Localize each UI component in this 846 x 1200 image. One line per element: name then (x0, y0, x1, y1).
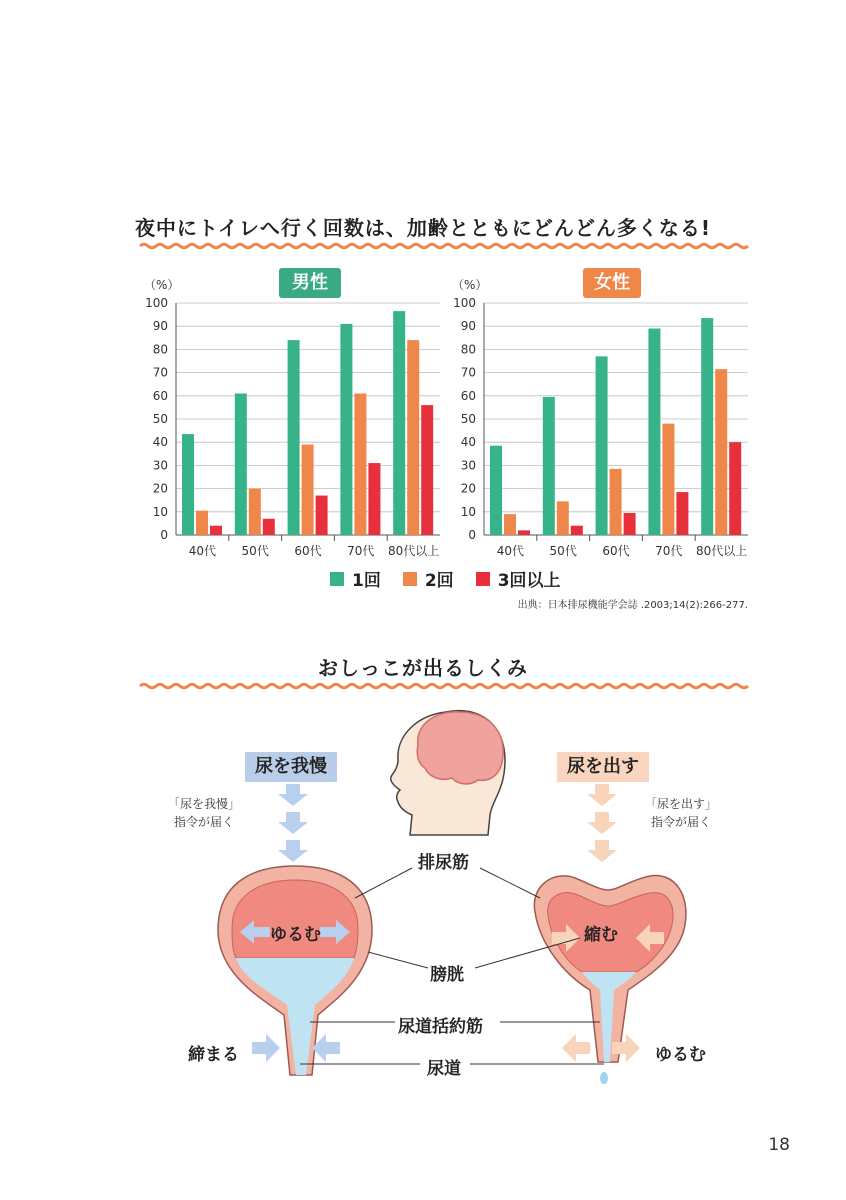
head-illustration (391, 711, 505, 835)
y-tick-label: 70 (152, 365, 168, 380)
bar-2-3 (610, 469, 622, 535)
y-tick-label: 90 (460, 319, 476, 334)
female-chart (452, 278, 748, 558)
bar-2-2 (557, 501, 569, 535)
y-tick-label: 0 (160, 528, 168, 542)
bar-1-1 (182, 434, 194, 535)
wavy-divider-top (140, 244, 748, 248)
y-tick-label: 60 (152, 388, 168, 403)
y-tick-label: 30 (460, 458, 476, 473)
bar-1-2 (235, 393, 247, 535)
hold-signal-arrows (278, 784, 308, 862)
bar-3-4 (676, 492, 688, 535)
release-urine-tag: 尿を出す (557, 752, 649, 782)
bar-2-3 (302, 445, 314, 535)
y-tick-label: 90 (152, 319, 168, 334)
y-tick-label: 50 (152, 412, 168, 426)
bar-3-2 (571, 526, 583, 535)
bar-3-3 (624, 513, 636, 535)
chart-legend (330, 566, 561, 591)
hold-urine-tag: 尿を我慢 (245, 752, 337, 782)
urine-drop (600, 1072, 608, 1084)
tighten-arrow-l (252, 1034, 280, 1062)
x-tick-label: 80代以上 (695, 544, 748, 558)
brain-icon (417, 712, 503, 784)
legend-item-three: 3回以上 (476, 566, 561, 591)
bar-1-3 (596, 356, 608, 535)
y-tick-label: 60 (460, 388, 476, 403)
heading-night-toilet: 夜中にトイレへ行く回数は、加齢とともにどんどん多くなる! (134, 216, 712, 240)
x-tick-label: 70代 (347, 544, 375, 558)
y-tick-label: 70 (460, 365, 476, 380)
bar-1-1 (490, 446, 502, 535)
bar-1-4 (340, 324, 352, 535)
heading-urination-mechanism: おしっこが出るしくみ (318, 656, 528, 680)
relax-label-right: ゆるむ (655, 1045, 706, 1065)
bar-3-5 (421, 405, 433, 535)
urethra-label: 尿道 (427, 1059, 461, 1079)
x-tick-label: 40代 (188, 544, 217, 558)
legend-item-once: 1回 (330, 566, 381, 591)
legend-item-twice: 2回 (403, 566, 454, 591)
female-chart-title: 女性 (583, 268, 641, 298)
y-tick-label: 20 (460, 481, 476, 496)
y-tick-label: 40 (152, 435, 168, 450)
x-tick-label: 40代 (496, 544, 525, 558)
tighten-label: 締まる (188, 1045, 239, 1065)
bar-3-2 (263, 519, 275, 535)
page-number: 18 (768, 1135, 790, 1155)
bladder-holding (218, 866, 372, 1075)
bar-2-4 (662, 424, 674, 535)
bar-2-5 (407, 340, 419, 535)
bar-3-5 (729, 442, 741, 535)
bar-2-1 (196, 511, 208, 535)
bar-1-4 (648, 329, 660, 535)
hold-note: 「尿を我慢」 指令が届く (168, 797, 241, 829)
bladder-label: 膀胱 (430, 965, 464, 985)
y-tick-label: 80 (460, 342, 476, 357)
y-tick-label: 30 (152, 458, 168, 473)
y-axis-unit: （%） (452, 278, 488, 292)
x-tick-label: 50代 (241, 544, 269, 558)
release-note: 「尿を出す」 指令が届く (645, 797, 718, 829)
bar-3-3 (316, 496, 328, 535)
bar-2-4 (354, 393, 366, 535)
male-chart-title: 男性 (279, 268, 341, 298)
x-tick-label: 70代 (655, 544, 683, 558)
y-tick-label: 40 (460, 435, 476, 450)
bar-3-1 (518, 530, 530, 535)
release-signal-arrows (587, 784, 617, 862)
source-citation: 出典：日本排尿機能学会誌 .2003;14(2):266-277. (517, 600, 748, 611)
wavy-divider-bottom (140, 684, 748, 688)
y-tick-label: 10 (460, 504, 476, 519)
x-tick-label: 60代 (602, 544, 630, 558)
relax-arrow-l (562, 1034, 590, 1062)
y-tick-label: 100 (145, 296, 168, 310)
y-axis-unit: （%） (144, 278, 180, 292)
y-tick-label: 20 (152, 481, 168, 496)
relax-label-left: ゆるむ (270, 925, 321, 945)
bar-3-1 (210, 526, 222, 535)
detrusor-label: 排尿筋 (418, 853, 469, 873)
sphincter-label: 尿道括約筋 (398, 1017, 483, 1037)
contract-label: 縮む (584, 925, 618, 945)
y-tick-label: 10 (152, 504, 168, 519)
bar-1-5 (701, 318, 713, 535)
y-tick-label: 80 (152, 342, 168, 357)
x-tick-label: 80代以上 (387, 544, 440, 558)
y-tick-label: 0 (468, 528, 476, 542)
bar-2-1 (504, 514, 516, 535)
bar-3-4 (368, 463, 380, 535)
bar-1-3 (288, 340, 300, 535)
bar-1-2 (543, 397, 555, 535)
x-tick-label: 60代 (294, 544, 322, 558)
male-chart (144, 278, 440, 558)
y-tick-label: 100 (453, 296, 476, 310)
bar-2-5 (715, 369, 727, 535)
y-tick-label: 50 (460, 412, 476, 426)
bar-1-5 (393, 311, 405, 535)
x-tick-label: 50代 (549, 544, 577, 558)
bar-2-2 (249, 489, 261, 535)
